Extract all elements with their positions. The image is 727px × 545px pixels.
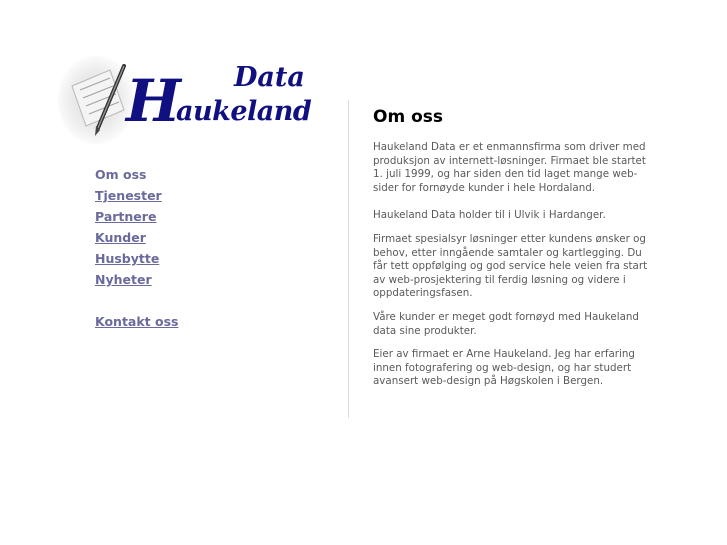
content-paragraph: Eier av firmaet er Arne Haukeland. Jeg har erfaring innen fotografering og web-design, og har studert avansert web-design på Høgskolen i Bergen.: [373, 348, 635, 388]
main-navigation: [95, 164, 295, 332]
nav-link-om-oss[interactable]: Om oss: [95, 167, 147, 182]
content-paragraph: Firmaet spesialsyr løsninger etter kundens ønsker og behov, etter inngående samtaler og kartlegging. Du får tett oppfølging og god service hele veien fra start av web-prosjektering til ferdig løsning og videre i oppdateringsfasen.: [373, 232, 648, 300]
nav-link-husbytte[interactable]: Husbytte: [95, 251, 160, 266]
content-paragraph: Våre kunder er meget godt fornøyd med Haukeland data sine produkter.: [373, 310, 639, 337]
nav-spacer: [95, 290, 295, 311]
nav-link-nyheter[interactable]: Nyheter: [95, 272, 152, 287]
vertical-divider: [348, 100, 349, 418]
logo-word-data: Data: [234, 62, 305, 93]
main-content: [373, 106, 648, 399]
page-title: Om oss: [373, 107, 444, 127]
nav-link-kontakt-oss[interactable]: Kontakt oss: [95, 314, 179, 329]
nav-link-tjenester[interactable]: Tjenester: [95, 188, 162, 203]
content-paragraph: Haukeland Data er et enmannsfirma som driver med produksjon av internett-løsninger. Firmaet ble startet 1. juli 1999, og har siden den tid laget mange web-sider for fornøyde kunder i hele Hordaland.: [373, 141, 646, 194]
content-paragraph: Haukeland Data holder til i Ulvik i Hardanger.: [373, 209, 606, 222]
nav-link-kunder[interactable]: Kunder: [95, 230, 146, 245]
logo-letter-h: H: [126, 67, 181, 135]
logo-word-aukeland: aukeland: [176, 96, 312, 127]
nav-link-partnere[interactable]: Partnere: [95, 209, 157, 224]
site-logo[interactable]: [58, 52, 328, 152]
